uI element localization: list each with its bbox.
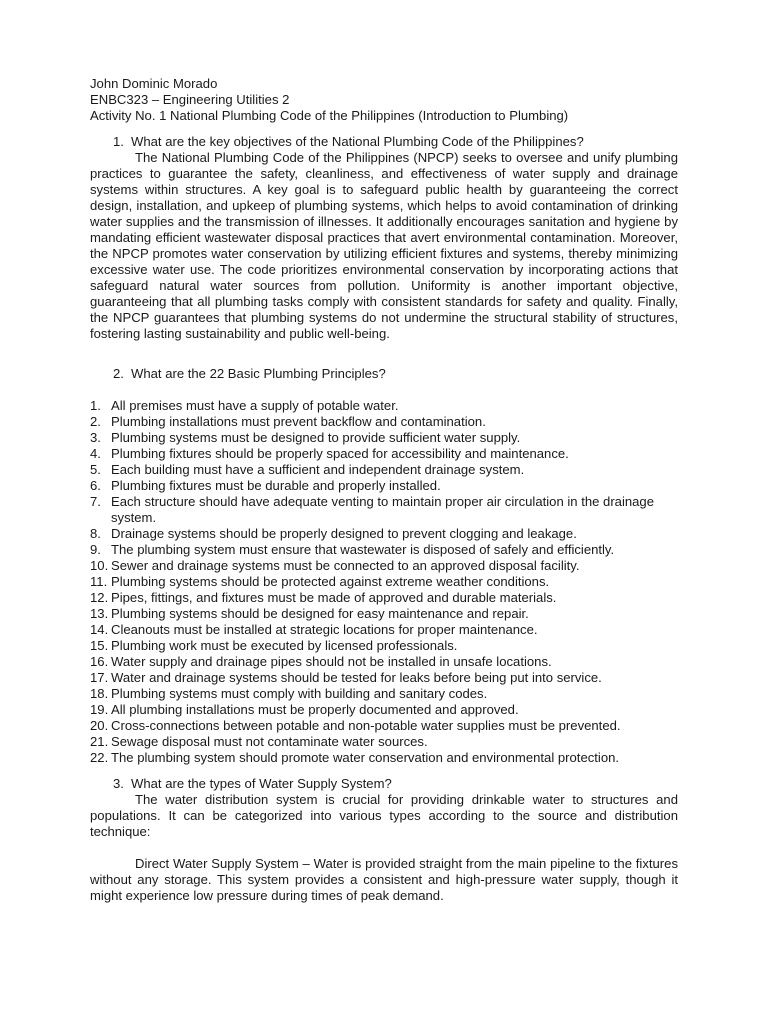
answer-3-intro: The water distribution system is crucial for providing drinkable water to structures and populations. It can be categorized into various types according to the source and distribution technique:	[90, 792, 678, 839]
principle-item	[90, 430, 678, 446]
principle-text: Drainage systems should be properly designed to prevent clogging and leakage.	[111, 526, 577, 541]
principle-text: Plumbing installations must prevent backflow and contamination.	[111, 414, 486, 429]
principle-item	[90, 414, 678, 430]
principle-number: 16.	[90, 654, 109, 669]
principle-item	[90, 574, 678, 590]
principle-number: 17.	[90, 670, 109, 685]
principle-item	[90, 606, 678, 622]
principle-number: 1.	[90, 398, 101, 413]
principle-text: Plumbing systems must be designed to provide sufficient water supply.	[111, 430, 521, 445]
principle-item	[90, 542, 678, 558]
principle-number: 18.	[90, 686, 109, 701]
principle-text: All plumbing installations must be properly documented and approved.	[111, 702, 519, 717]
principle-number: 5.	[90, 462, 101, 477]
principle-item	[90, 462, 678, 478]
principle-number: 4.	[90, 446, 101, 461]
principle-item	[90, 670, 678, 686]
principle-number: 19.	[90, 702, 109, 717]
principle-item	[90, 718, 678, 734]
question-3-text: What are the types of Water Supply System?	[131, 776, 392, 791]
principle-text: Water supply and drainage pipes should not be installed in unsafe locations.	[111, 654, 552, 669]
principle-text: Plumbing systems should be designed for easy maintenance and repair.	[111, 606, 529, 621]
principle-item	[90, 494, 678, 526]
question-2-text: What are the 22 Basic Plumbing Principles?	[131, 366, 386, 381]
answer-1-paragraph: The National Plumbing Code of the Philippines (NPCP) seeks to oversee and unify plumbing practices to guarantee the safety, cleanliness, and effectiveness of water supply and drainage systems within structures. A key goal is to safeguard public health by guaranteeing the correct design, installation, and upkeep of plumbing systems, which helps to avoid contamination of drinking water supplies and the transmission of illnesses. It additionally encourages sanitation and hygiene by mandating efficient wastewater disposal practices that avert environmental contamination. Moreover, the NPCP promotes water conservation by utilizing efficient fixtures and systems, thereby minimizing excessive water use. The code prioritizes environmental conservation by incorporating actions that safeguard natural water sources from pollution. Uniformity is another important objective, guaranteeing that all plumbing tasks comply with consistent standards for safety and quality. Finally, the NPCP guarantees that plumbing systems do not undermine the structural stability of structures, fostering lasting sustainability and public well-being.	[90, 150, 678, 341]
principle-number: 21.	[90, 734, 109, 749]
principle-number: 14.	[90, 622, 109, 637]
question-1-number: 1.	[113, 134, 124, 149]
course-title: ENBC323 – Engineering Utilities 2	[90, 92, 290, 107]
principle-text: Sewage disposal must not contaminate water sources.	[111, 734, 428, 749]
principle-number: 15.	[90, 638, 109, 653]
principle-number: 8.	[90, 526, 101, 541]
principle-number: 20.	[90, 718, 109, 733]
principle-number: 3.	[90, 430, 101, 445]
question-2	[90, 366, 678, 382]
principle-text: Cross-connections between potable and non-potable water supplies must be prevented.	[111, 718, 621, 733]
principle-text: Sewer and drainage systems must be connected to an approved disposal facility.	[111, 558, 580, 573]
direct-water-supply-paragraph: Direct Water Supply System – Water is provided straight from the main pipeline to the fixtures without any storage. This system provides a consistent and high-pressure water supply, though it might experience low pressure during times of peak demand.	[90, 856, 678, 903]
principle-number: 9.	[90, 542, 101, 557]
question-2-number: 2.	[113, 366, 124, 381]
principle-text: Plumbing work must be executed by licensed professionals.	[111, 638, 458, 653]
principle-number: 7.	[90, 494, 101, 509]
question-3-number: 3.	[113, 776, 124, 791]
principle-item	[90, 734, 678, 750]
principle-number: 13.	[90, 606, 109, 621]
principle-number: 10.	[90, 558, 109, 573]
principle-text: Each building must have a sufficient and independent drainage system.	[111, 462, 525, 477]
principle-number: 11.	[90, 574, 108, 589]
principle-text: Each structure should have adequate venting to maintain proper air circulation in the drainage system.	[111, 494, 655, 525]
principle-item	[90, 702, 678, 718]
principle-item	[90, 446, 678, 462]
principle-item	[90, 526, 678, 542]
principle-item	[90, 398, 678, 414]
principle-text: Pipes, fittings, and fixtures must be made of approved and durable materials.	[111, 590, 557, 605]
principle-item	[90, 478, 678, 494]
principle-text: All premises must have a supply of potable water.	[111, 398, 399, 413]
principle-item	[90, 686, 678, 702]
principle-item	[90, 622, 678, 638]
principle-text: Water and drainage systems should be tested for leaks before being put into service.	[111, 670, 602, 685]
principle-number: 22.	[90, 750, 109, 765]
principle-item	[90, 654, 678, 670]
document-header	[90, 76, 678, 124]
principle-text: Plumbing fixtures should be properly spaced for accessibility and maintenance.	[111, 446, 569, 461]
question-1	[90, 134, 678, 150]
principles-list	[90, 398, 678, 766]
question-1-text: What are the key objectives of the National Plumbing Code of the Philippines?	[131, 134, 584, 149]
principle-number: 12.	[90, 590, 109, 605]
principle-item	[90, 558, 678, 574]
principle-text: The plumbing system should promote water conservation and environmental protection.	[111, 750, 620, 765]
principle-text: The plumbing system must ensure that wastewater is disposed of safely and efficiently.	[111, 542, 615, 557]
principle-number: 6.	[90, 478, 101, 493]
principle-text: Cleanouts must be installed at strategic locations for proper maintenance.	[111, 622, 538, 637]
principle-item	[90, 638, 678, 654]
principle-text: Plumbing systems should be protected against extreme weather conditions.	[111, 574, 550, 589]
author-name: John Dominic Morado	[90, 76, 218, 91]
principle-text: Plumbing systems must comply with building and sanitary codes.	[111, 686, 488, 701]
activity-title: Activity No. 1 National Plumbing Code of the Philippines (Introduction to Plumbing)	[90, 108, 569, 123]
principle-item	[90, 590, 678, 606]
principle-text: Plumbing fixtures must be durable and properly installed.	[111, 478, 441, 493]
principle-item	[90, 750, 678, 766]
question-3	[90, 776, 678, 792]
principle-number: 2.	[90, 414, 101, 429]
